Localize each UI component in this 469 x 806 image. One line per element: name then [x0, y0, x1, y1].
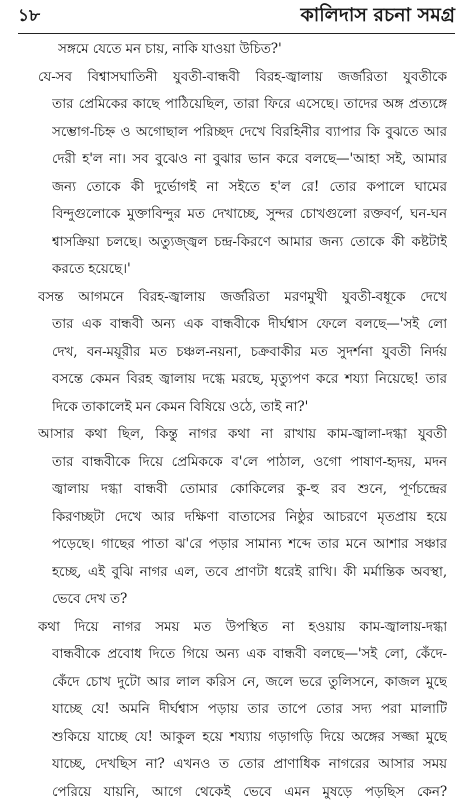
- text-line: করতে হয়েছে।': [52, 261, 131, 277]
- text-line: শুকিয়ে যাচ্ছে যে! আকুল হয়ে শয্যায় গড়াগড়ি দিয়ে অঙ্গের সজ্জা মুছে: [52, 728, 447, 745]
- text-line: আসার কথা ছিল, কিন্তু নাগর কথা না রাখায় কাম-জ্বালা-দগ্ধা যুবতী: [38, 426, 447, 442]
- text-line: দিকে তাকালেই মন কেমন বিষিয়ে ওঠে, তাই না?': [52, 398, 309, 415]
- text-line: পেরিয়ে যায়নি, আগে থেকেই ভেবে এমন মুষড়ে পড়ছিস কেন?: [52, 783, 447, 800]
- text-line: বান্ধবীকে প্রবোধ দিতে গিয়ে অন্য এক বান্ধবী বলছে—'সই লো, কেঁদে-: [52, 646, 447, 662]
- page-header: [18, 4, 455, 30]
- page-number: ১৮: [18, 6, 41, 26]
- text-line: যাচ্ছে যে! অমনি দীর্ঘশ্বাস পড়ায় তার তাপে তোর সদ্য পরা মালাটি: [52, 701, 447, 717]
- text-line: ভেবে দেখ ত?: [52, 591, 128, 607]
- text-line: কিরণচ্ছটা দেখে আর দক্ষিণা বাতাসের নিষ্ঠুর আচরণে মৃতপ্রায় হয়ে: [52, 508, 447, 525]
- text-line: জ্বালায় দগ্ধা বান্ধবী তোমার কোকিলের কু-হু রব শুনে, পূর্ণচন্দ্রের: [52, 481, 447, 497]
- text-line: বিন্দুগুলোকে মুক্তাবিন্দুর মত দেখাচ্ছে, সুন্দর চোখগুলো রক্তবর্ণ, ঘন-ঘন: [52, 206, 447, 222]
- header-rule: [18, 33, 455, 34]
- text-line: তার এক বান্ধবী অন্য এক বান্ধবীকে দীর্ঘশ্বাস ফেলে বলছে—'সই লো: [52, 316, 447, 332]
- text-line: তার প্রেমিকের কাছে পাঠিয়েছিল, তারা ফিরে এসেছে। তাদের অঙ্গ প্রত্যঙ্গে: [52, 96, 447, 112]
- text-line: বসন্ত আগমনে বিরহ-জ্বালায় জর্জরিতা মরণমুখী যুবতী-বধূকে দেখে: [38, 288, 447, 305]
- text-line: সম্ভোগ-চিহ্ন ও অগোছাল পরিচ্ছদ দেখে বিরহিনীর ব্যাপার কি বুঝতে আর: [52, 123, 447, 140]
- text-line: কথা দিয়ে নাগর সময় মত উপস্থিত না হওয়ায় কাম-জ্বালায়-দগ্ধা: [38, 618, 447, 635]
- running-title: কালিদাস রচনা সমগ্র: [300, 4, 455, 26]
- text-line: জন্য তোকে কী দুর্ভোগই না সইতে হ'ল রে! তোর কপালে ঘামের: [52, 178, 447, 195]
- text-line: পড়েছে। গাছের পাতা ঝ'রে পড়ার সামান্য শব্দে তার মনে আশার সঞ্চার: [52, 536, 447, 552]
- text-line: তার বান্ধবীকে দিয়ে প্রেমিককে ব'লে পাঠাল, ওগো পাষাণ-হৃদয়, মদন: [52, 453, 447, 470]
- text-line: যাচ্ছে, দেখছিস না? এখনও ত তোর প্রাণাধিক নাগরের আসার সময়: [52, 756, 447, 772]
- text-line: কেঁদে চোখ দুটো আর লাল করিস নে, জলে ভরে তুলিসনে, কাজল মুছে: [52, 673, 447, 690]
- text-line: সঙ্গমে যেতে মন চায়, নাকি যাওয়া উচিত?': [58, 41, 282, 57]
- text-line: দেরী হ'ল না। সব বুঝেও না বুঝার ভান করে বলছে—'আহা সই, আমার: [52, 151, 447, 167]
- text-body: [0, 36, 469, 800]
- text-line: শ্বাসক্রিয়া চলছে। অত্যুজ্জ্বল চন্দ্র-কিরণে আমার জন্য তোকে কী কষ্টটাই: [52, 233, 447, 250]
- text-line: দেখ, বন-ময়ূরীর মত চঞ্চল-নয়না, চক্রবাকীর মত সুদর্শনা যুবতী নির্দয়: [52, 343, 447, 360]
- text-line: যে-সব বিশ্বাসঘাতিনী যুবতী-বান্ধবী বিরহ-জ্বালায় জর্জরিতা যুবতীকে: [38, 68, 447, 85]
- text-line: হচ্ছে, এই বুঝি নাগর এল, তবে প্রাণটা ধরেই রাখি। কী মর্মান্তিক অবস্থা,: [52, 563, 447, 580]
- text-line: বসন্তে কেমন বিরহ জ্বালায় দগ্ধে মরছে, মৃত্যুপণ করে শয্যা নিয়েছে! তার: [52, 371, 447, 387]
